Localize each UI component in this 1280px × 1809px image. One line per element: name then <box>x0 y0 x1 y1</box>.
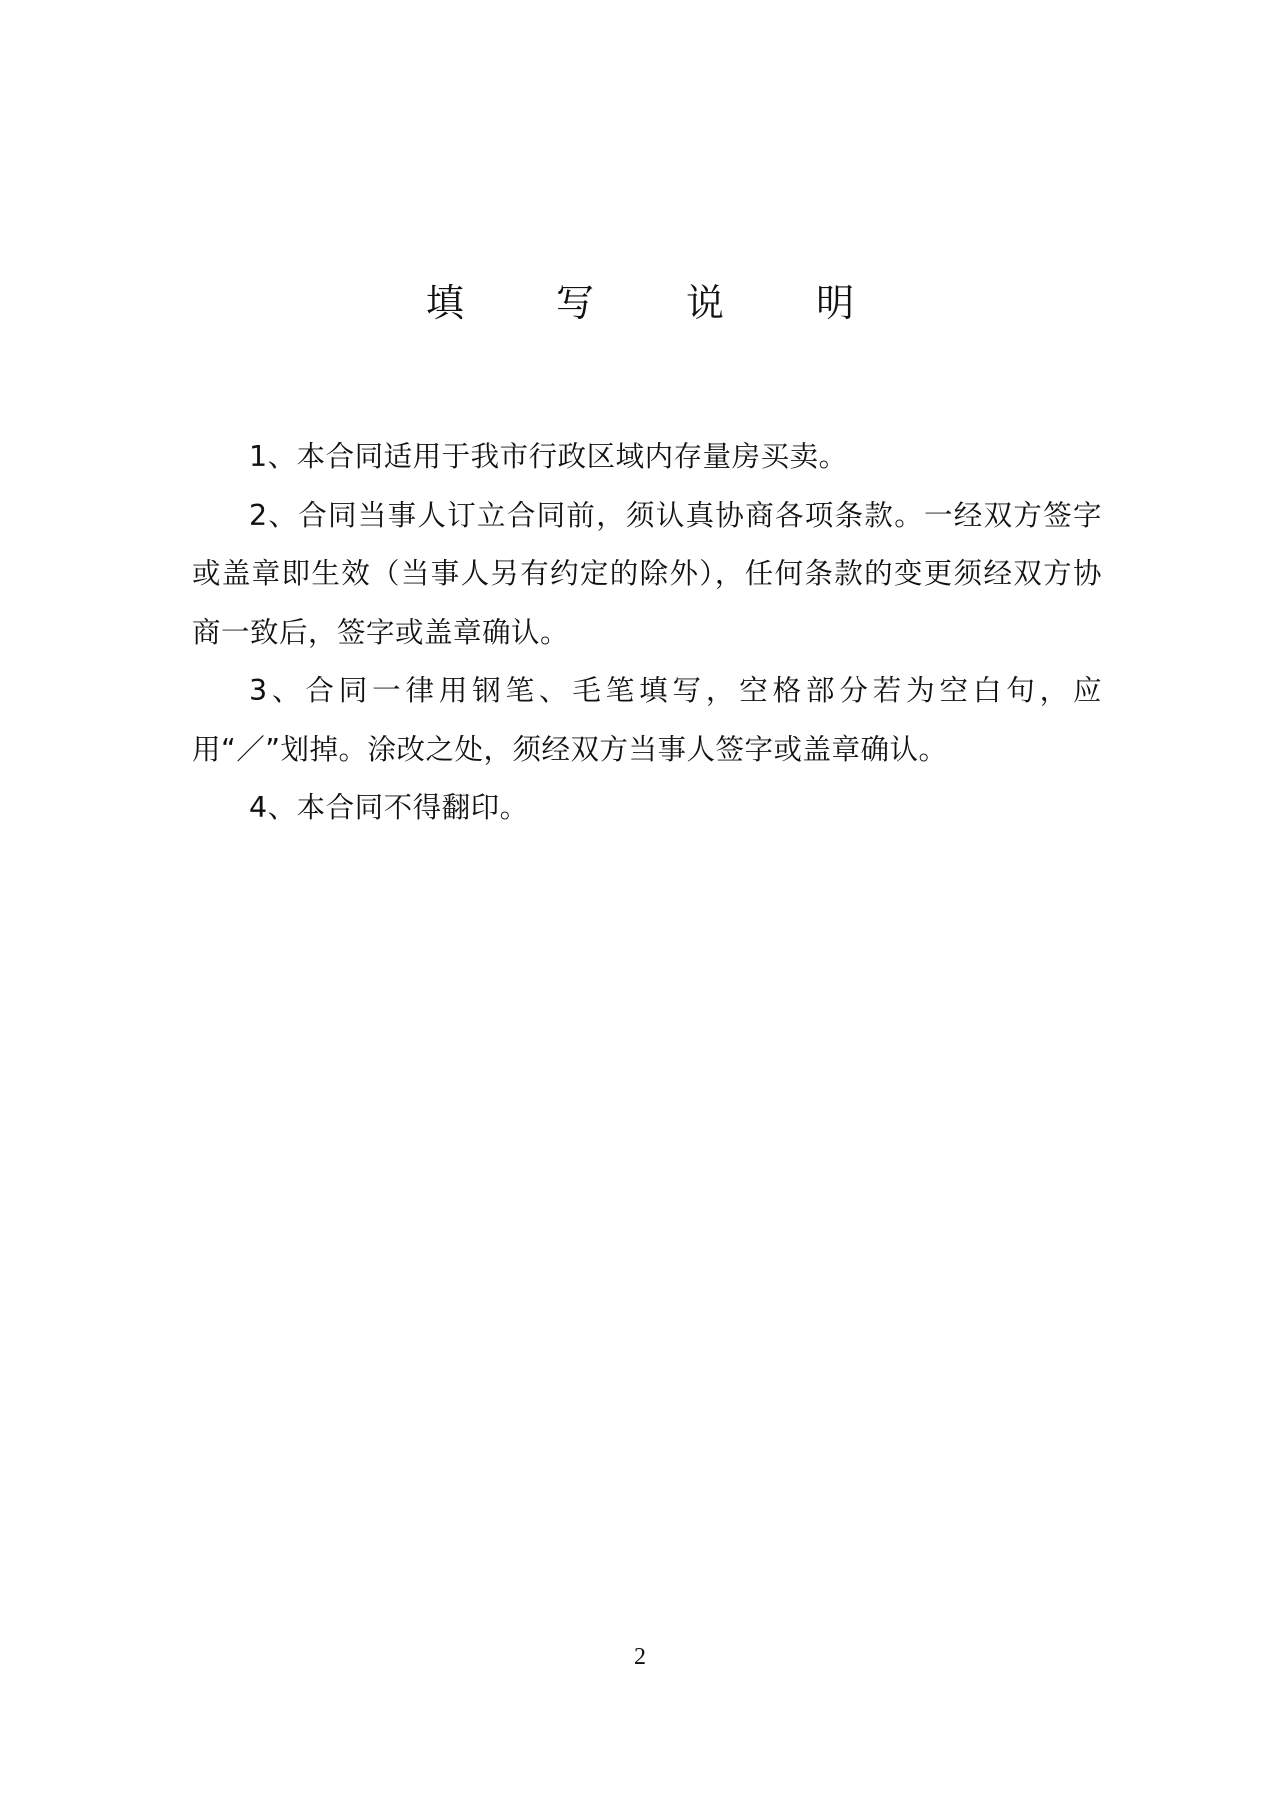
instruction-item-1: 1、本合同适用于我市行政区域内存量房买卖。 <box>249 440 848 473</box>
instruction-item-2: 2、合同当事人订立合同前，须认真协商各项条款。一经双方签字或盖章即生效（当事人另有约定的除外），任何条款的变更须经双方协商一致后，签字或盖章确认。 <box>192 498 1102 649</box>
instructions-list <box>192 428 1102 838</box>
instruction-item-3: 3、合同一律用钢笔、毛笔填写，空格部分若为空白句，应用“／”划掉。涂改之处，须经双方当事人签字或盖章确认。 <box>192 674 1102 766</box>
instruction-item-4: 4、本合同不得翻印。 <box>249 791 529 824</box>
page-number: 2 <box>634 1644 646 1670</box>
page-title: 填 写 说 明 <box>425 281 895 325</box>
